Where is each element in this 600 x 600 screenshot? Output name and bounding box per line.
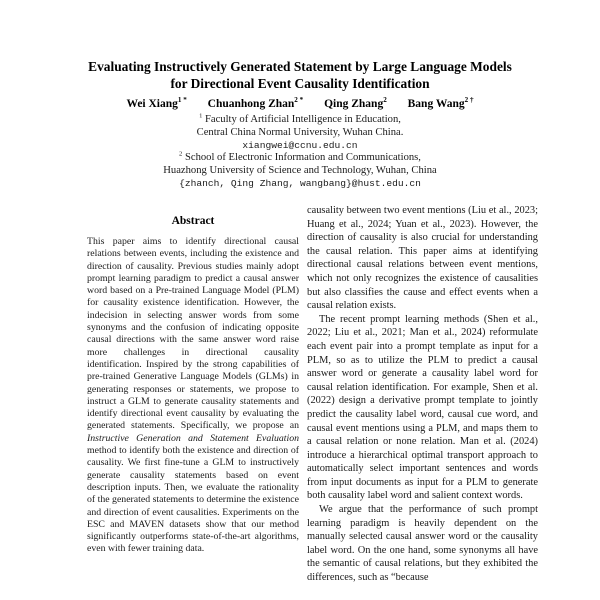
author-wei-xiang — [126, 98, 186, 110]
author-affiliation-marker: 2 — [383, 96, 387, 105]
introduction-column — [307, 204, 538, 585]
author-affiliation-marker: 2 * — [294, 96, 304, 105]
affiliation-2-email: {zhanch, Qing Zhang, wangbang}@hust.edu.cn — [179, 177, 421, 189]
author-qing-zhang — [324, 98, 387, 110]
author-name: Bang Wang — [407, 98, 465, 110]
author-name: Wei Xiang — [126, 98, 178, 110]
affiliation-1-text: Faculty of Artificial Intelligence in Education, — [205, 114, 401, 125]
abstract-text-post: method to identify both the existence and direction of causality. We first fine-tune a GLM to instructively generate causality statements based on event description inputs. Then, we evaluate the rationality of the generated statements to determine the existence and direction of event causalities. Experiments on the ESC and MAVEN datasets show that our method significantly outperforms state-of-the-art algorithms, even with fewer training data. — [87, 445, 299, 555]
intro-paragraph-1: causality between two event mentions (Liu et al., 2023; Huang et al., 2024; Yuan et al., 2023). However, the direction of causality is also crucial for understanding the causal relation. This paper aims at identifying directional causal relations between event mentions, which not only recognizes the existence of causalities but also classifies the cause and effect events when a causal relation exists. — [307, 205, 538, 312]
author-affiliation-marker: 1 * — [177, 96, 187, 105]
affiliation-2-text: School of Electronic Information and Communications, — [184, 152, 421, 164]
affiliation-block — [0, 114, 600, 191]
affiliation-2-line-2: Huazhong University of Science and Technology, Wuhan, China — [163, 165, 437, 177]
affiliation-1-line-1 — [0, 114, 600, 127]
author-name: Chuanhong Zhan — [207, 98, 295, 110]
abstract-method-name: Instructive Generation and Statement Evaluation — [87, 432, 299, 444]
affiliation-1-line-2: Central China Normal University, Wuhan China. — [196, 126, 404, 138]
intro-paragraph-3: We argue that the performance of such prompt learning paradigm is heavily dependent on the manually selected causal answer word or the causality label word. On the one hand, some synonyms all have the semantic of causal relations, but they exhibited the differences, such as “because — [307, 504, 538, 584]
abstract-body — [87, 236, 299, 556]
paper-title-line-1: Evaluating Instructively Generated Statement by Large Language Models — [88, 59, 512, 74]
affiliation-2-marker: 2 — [179, 150, 183, 158]
author-row — [0, 98, 600, 110]
affiliation-2-line-1 — [0, 152, 600, 165]
paper-title-line-2: for Directional Event Causality Identification — [170, 76, 430, 91]
affiliation-1-email: xiangwei@ccnu.edu.cn — [242, 139, 358, 151]
title-block — [0, 58, 600, 92]
author-bang-wang — [408, 98, 474, 110]
abstract-heading: Abstract — [171, 215, 215, 227]
abstract-column — [87, 215, 299, 556]
intro-paragraph-2: The recent prompt learning methods (Shen et al., 2022; Liu et al., 2021; Man et al., 2024) reformulate each event pair into a prompt template as input for a PLM, so as to utilize the PLM to predict a causal answer word or generate a causality label word for causal relation identification. For example, Shen et al. (2022) design a derivative prompt template to jointly predict the causality label word, causal cue word, and causal event mentions using a PLM, and maps them to a causal relation or none relation. Man et al. (2024) introduce a hierarchical optimal transport approach to automatically select important sentences and words from input documents as input for a PLM to generate both causality label word and salient context words. — [307, 313, 538, 502]
author-name: Qing Zhang — [324, 98, 384, 110]
affiliation-1-marker: 1 — [199, 112, 203, 120]
author-chuanhong-zhan — [208, 98, 304, 110]
author-affiliation-marker: 2 † — [464, 96, 474, 105]
abstract-text-pre: This paper aims to identify directional causal relations between events, including the existence and direction of causality. Previous studies mainly adopt prompt learning paradigm to predict a causal answer word based on a Pre-trained Language Model (PLM) for causality existence identification. However, the indecision in selecting answer words from some synonyms and the confusion of indicating opposite causal directions with the same answer word raise more challenges in directional causality identification. Inspired by the strong capabilities of pre-trained Generative Language Models (GLMs) in generating responses or statements, we propose to instruct a GLM to generate causality statements and identify directional event causality by evaluating the generated statements. Specifically, we propose an — [87, 236, 299, 432]
